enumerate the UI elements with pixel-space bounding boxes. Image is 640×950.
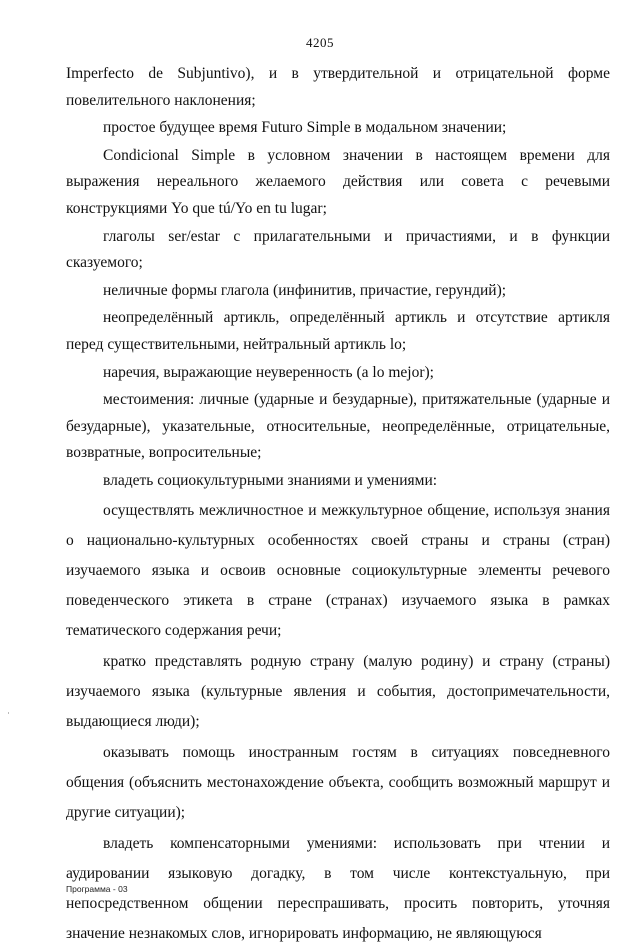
paragraph-articles: неопределённый артикль, определённый артикль и отсутствие артикля перед существительными, нейтральный артикль lo; [66,309,610,353]
paragraph-compensatory: владеть компенсаторными умениями: использовать при чтении и аудировании языковую догадку, в том числе контекстуальную, при непосредственном общении переспрашивать, просить повторить, уточняя значение незнакомых слов, игнорировать информацию, не являющуюся [66,834,610,942]
paragraph-ser-estar: глаголы ser/estar с прилагательными и причастиями, и в функции сказуемого; [66,227,610,272]
scan-mark [8,712,9,714]
paragraph-sociocultural-heading: владеть социокультурными знаниями и умениями: [103,471,438,489]
paragraph-nonfinite-forms: неличные формы глагола (инфинитив, причастие, герундий); [103,281,507,299]
page-number: 4205 [306,35,334,50]
paragraph-help-guests: оказывать помощь иностранным гостям в ситуациях повседневного общения (объяснить местонахождение объекта, сообщить возможный маршрут и другие ситуации); [66,743,610,821]
paragraph-adverbs: наречия, выражающие неуверенность (a lo mejor); [103,363,434,381]
paragraph-futuro-simple: простое будущее время Futuro Simple в модальном значении; [103,119,507,137]
body-text [66,61,610,950]
footer-program-label: Программа - 03 [66,884,128,894]
paragraph-present-country: кратко представлять родную страну (малую родину) и страну (страны) изучаемого языка (культурные явления и события, достопримечательности, выдающиеся люди); [66,652,610,730]
paragraph-condicional: Condicional Simple в условном значении в настоящем времени для выражения нереального желаемого действия или совета с речевыми конструкциями Yo que tú/Yo en tu lugar; [66,146,610,217]
paragraph-intercultural: осуществлять межличностное и межкультурное общение, используя знания о национально-культурных особенностях своей страны и страны (стран) изучаемого языка и освоив основные социокультурные элементы речевого поведенческого этикета в стране (странах) изучаемого языка в рамках тематического содержания речи; [66,501,610,639]
paragraph-pronouns: местоимения: личные (ударные и безударные), притяжательные (ударные и безударные), указательные, относительные, неопределённые, отрицательные, возвратные, вопросительные; [66,391,610,462]
paragraph-imperfecto: Imperfecto de Subjuntivo), и в утвердительной и отрицательной форме повелительного наклонения; [66,65,610,109]
